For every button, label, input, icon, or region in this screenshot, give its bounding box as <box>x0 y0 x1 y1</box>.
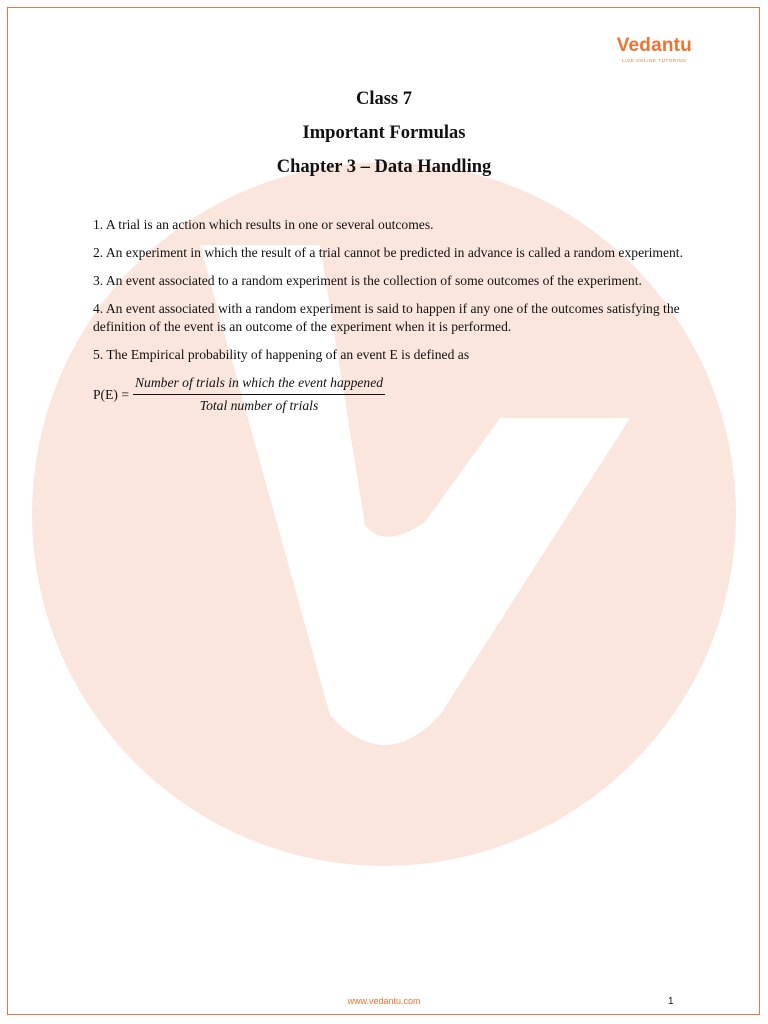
list-item: 2. An experiment in which the result of a trial cannot be predicted in advance is called a random experiment. <box>93 245 683 260</box>
list-item: 3. An event associated to a random experiment is the collection of some outcomes of the experiment. <box>93 273 642 288</box>
document-header <box>0 88 768 190</box>
formula-numerator: Number of trials in which the event happened <box>133 374 385 395</box>
formula-denominator: Total number of trials <box>199 398 319 413</box>
formula-lhs: P(E) = <box>93 386 129 402</box>
probability-formula <box>93 374 683 415</box>
footer-url[interactable]: www.vedantu.com <box>347 996 421 1006</box>
formula-fraction <box>133 374 385 415</box>
logo-wordmark: Vedantu <box>616 35 692 56</box>
list-item: 4. An event associated with a random experiment is said to happen if any one of the outcomes satisfying the definition of the event is an outcome of the experiment when it is performed. <box>93 301 680 334</box>
logo-tagline: LIVE ONLINE TUTORING <box>622 58 687 63</box>
class-title: Class 7 <box>355 89 413 109</box>
list-item: 5. The Empirical probability of happening of an event E is defined as <box>93 347 470 362</box>
vedantu-logo <box>617 36 692 63</box>
formula-list <box>93 216 683 415</box>
section-title: Important Formulas <box>302 123 466 143</box>
chapter-title: Chapter 3 – Data Handling <box>276 157 492 177</box>
page-number: 1 <box>668 996 674 1007</box>
list-item: 1. A trial is an action which results in one or several outcomes. <box>93 217 434 232</box>
